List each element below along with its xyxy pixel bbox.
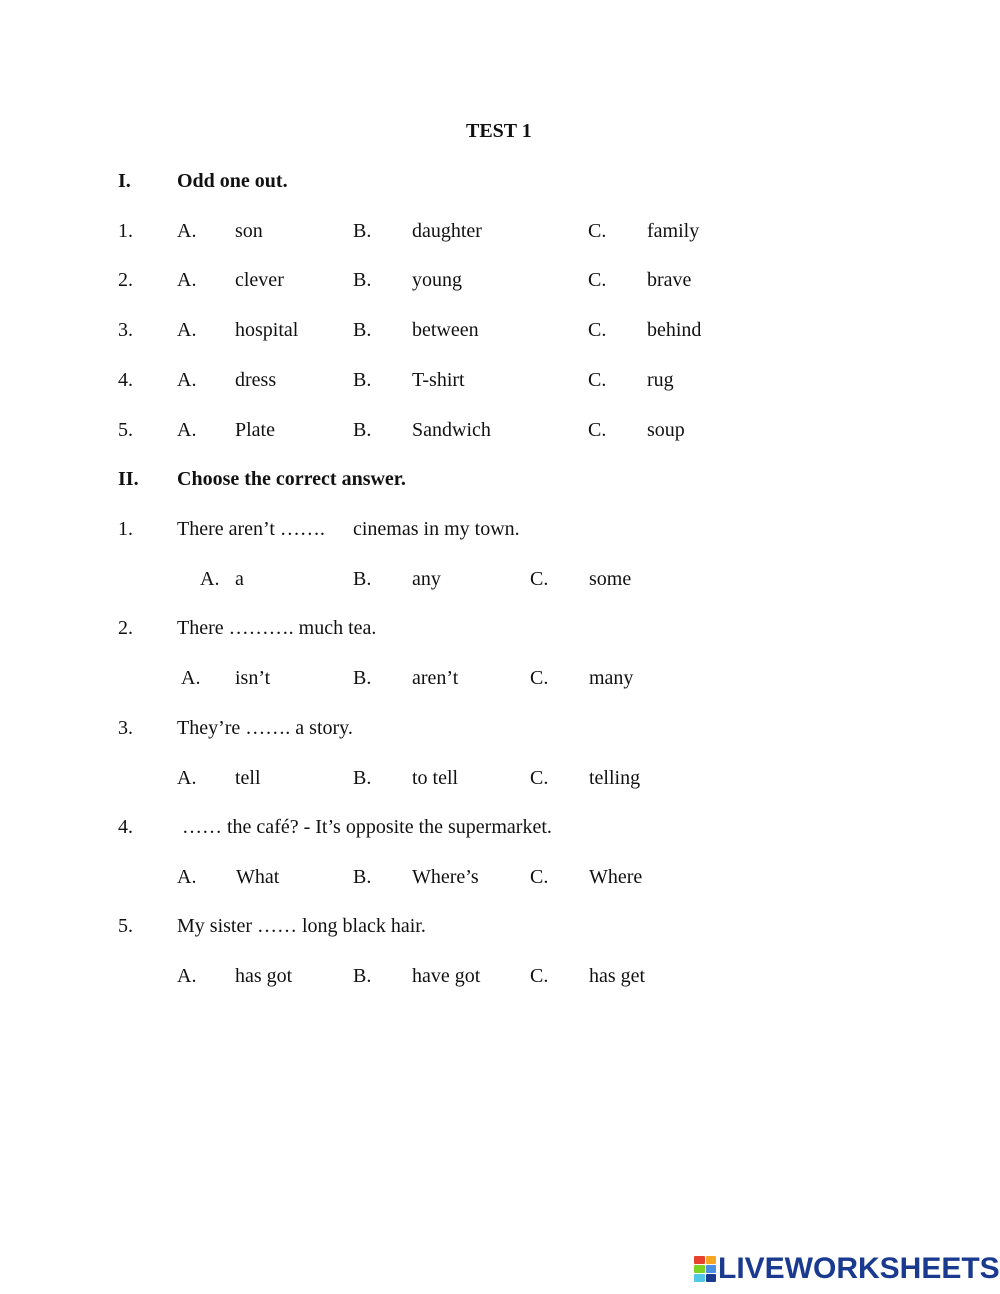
option-b-label: B. — [353, 220, 372, 242]
mark-square — [694, 1265, 705, 1273]
option-c-text[interactable]: brave — [647, 269, 692, 291]
option-a-label: A. — [177, 369, 197, 391]
option-b-text[interactable]: to tell — [412, 767, 459, 789]
option-b-text[interactable]: young — [412, 269, 462, 291]
section-2-numeral: II. — [118, 468, 139, 490]
option-a-label: A. — [177, 319, 197, 341]
option-b-label: B. — [353, 269, 372, 291]
liveworksheets-mark-icon — [694, 1256, 716, 1282]
page-title: TEST 1 — [466, 120, 532, 142]
question-text: They’re ……. a story. — [177, 717, 353, 739]
option-b-text[interactable]: have got — [412, 965, 481, 987]
question-text: There aren’t ……. — [177, 518, 325, 540]
option-b-label: B. — [353, 767, 372, 789]
mark-square — [706, 1256, 717, 1264]
option-a-text[interactable]: tell — [235, 767, 261, 789]
option-b-label: B. — [353, 369, 372, 391]
option-b-text[interactable]: between — [412, 319, 479, 341]
option-b-label: B. — [353, 667, 372, 689]
option-c-label: C. — [588, 419, 607, 441]
option-c-label: C. — [588, 220, 607, 242]
option-c-text[interactable]: many — [589, 667, 634, 689]
mark-square — [706, 1274, 717, 1282]
question-number: 2. — [118, 617, 133, 639]
option-a-text[interactable]: What — [236, 866, 280, 888]
option-b-label: B. — [353, 568, 372, 590]
option-c-text[interactable]: soup — [647, 419, 685, 441]
question-text: …… the café? - It’s opposite the supermarket. — [182, 816, 552, 838]
option-a-text[interactable]: hospital — [235, 319, 299, 341]
option-a-label: A. — [177, 220, 197, 242]
option-c-label: C. — [530, 667, 549, 689]
question-number: 3. — [118, 717, 133, 739]
option-b-text[interactable]: aren’t — [412, 667, 459, 689]
option-a-label: A. — [177, 965, 197, 987]
option-a-label: A. — [200, 568, 220, 590]
option-c-label: C. — [588, 319, 607, 341]
option-c-label: C. — [530, 568, 549, 590]
option-a-text[interactable]: has got — [235, 965, 293, 987]
question-number: 5. — [118, 419, 133, 441]
option-c-text[interactable]: rug — [647, 369, 674, 391]
option-b-text[interactable]: T-shirt — [412, 369, 465, 391]
section-1-numeral: I. — [118, 170, 131, 192]
question-number: 1. — [118, 518, 133, 540]
option-c-label: C. — [588, 369, 607, 391]
option-b-label: B. — [353, 319, 372, 341]
option-a-text[interactable]: Plate — [235, 419, 275, 441]
question-number: 4. — [118, 816, 133, 838]
option-a-text[interactable]: dress — [235, 369, 277, 391]
option-b-text[interactable]: daughter — [412, 220, 482, 242]
option-a-text[interactable]: isn’t — [235, 667, 271, 689]
option-c-text[interactable]: behind — [647, 319, 702, 341]
option-a-label: A. — [177, 419, 197, 441]
option-c-text[interactable]: some — [589, 568, 632, 590]
section-1-heading: Odd one out. — [177, 170, 288, 192]
question-text-continued: cinemas in my town. — [353, 518, 520, 540]
question-number: 2. — [118, 269, 133, 291]
option-c-text[interactable]: family — [647, 220, 700, 242]
option-a-label: A. — [181, 667, 201, 689]
option-c-label: C. — [530, 767, 549, 789]
option-a-text[interactable]: son — [235, 220, 263, 242]
liveworksheets-wordmark: LIVEWORKSHEETS — [718, 1252, 1000, 1285]
option-c-label: C. — [588, 269, 607, 291]
section-2-heading: Choose the correct answer. — [177, 468, 406, 490]
option-b-text[interactable]: any — [412, 568, 441, 590]
option-b-label: B. — [353, 866, 372, 888]
option-c-label: C. — [530, 965, 549, 987]
option-c-label: C. — [530, 866, 549, 888]
option-c-text[interactable]: telling — [589, 767, 641, 789]
question-text: There ………. much tea. — [177, 617, 377, 639]
option-a-label: A. — [177, 269, 197, 291]
mark-square — [694, 1274, 705, 1282]
liveworksheets-logo[interactable] — [694, 1254, 1000, 1284]
option-a-label: A. — [177, 767, 197, 789]
option-b-label: B. — [353, 419, 372, 441]
question-text: My sister …… long black hair. — [177, 915, 426, 937]
mark-square — [694, 1256, 705, 1264]
option-a-label: A. — [177, 866, 197, 888]
question-number: 4. — [118, 369, 133, 391]
option-c-text[interactable]: Where — [589, 866, 643, 888]
question-number: 5. — [118, 915, 133, 937]
question-number: 1. — [118, 220, 133, 242]
option-b-label: B. — [353, 965, 372, 987]
option-c-text[interactable]: has get — [589, 965, 646, 987]
mark-square — [706, 1265, 717, 1273]
option-a-text[interactable]: a — [235, 568, 244, 590]
option-b-text[interactable]: Sandwich — [412, 419, 491, 441]
option-a-text[interactable]: clever — [235, 269, 284, 291]
option-b-text[interactable]: Where’s — [412, 866, 479, 888]
question-number: 3. — [118, 319, 133, 341]
